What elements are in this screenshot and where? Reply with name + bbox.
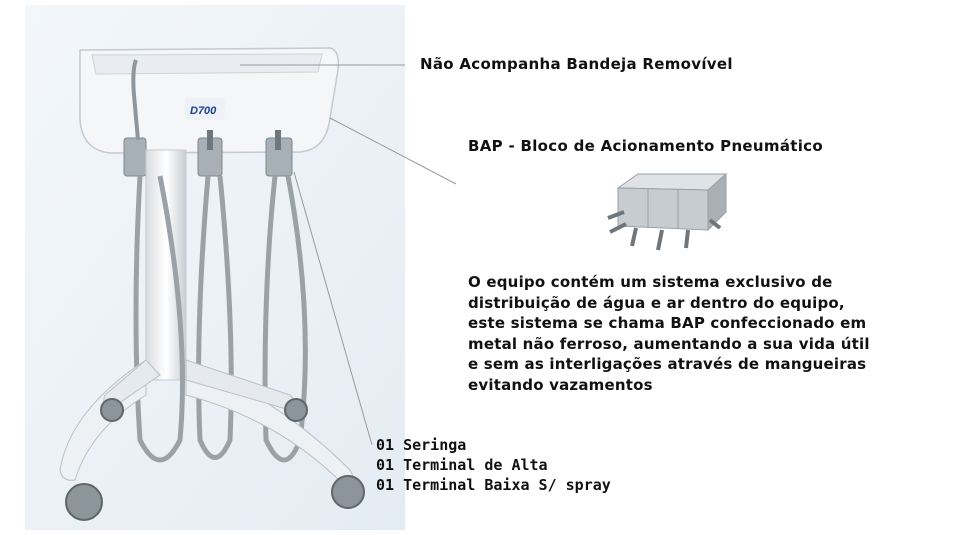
description-line: metal não ferroso, aumentando a sua vida útil bbox=[468, 334, 870, 353]
description-line: evitando vazamentos bbox=[468, 375, 653, 394]
list-item: 01 Terminal Baixa S/ spray bbox=[376, 476, 611, 494]
dental-cart-image bbox=[0, 0, 405, 535]
description-line: distribuição de água e ar dentro do equipo, bbox=[468, 293, 845, 312]
list-item: 01 Seringa bbox=[376, 436, 467, 454]
items-list bbox=[376, 435, 611, 495]
description-line: O equipo contém um sistema exclusivo de bbox=[468, 273, 833, 291]
description-line: este sistema se chama BAP confeccionado em bbox=[468, 314, 867, 332]
bap-label: BAP - Bloco de Acionamento Pneumático bbox=[468, 137, 823, 155]
bap-description bbox=[468, 272, 908, 395]
tray-label: Não Acompanha Bandeja Removível bbox=[420, 55, 733, 73]
cart-logo: D700 bbox=[190, 105, 217, 117]
bap-block-image bbox=[596, 168, 734, 256]
description-line: e sem as interligações através de mangueiras bbox=[468, 355, 867, 373]
list-item: 01 Terminal de Alta bbox=[376, 456, 548, 474]
